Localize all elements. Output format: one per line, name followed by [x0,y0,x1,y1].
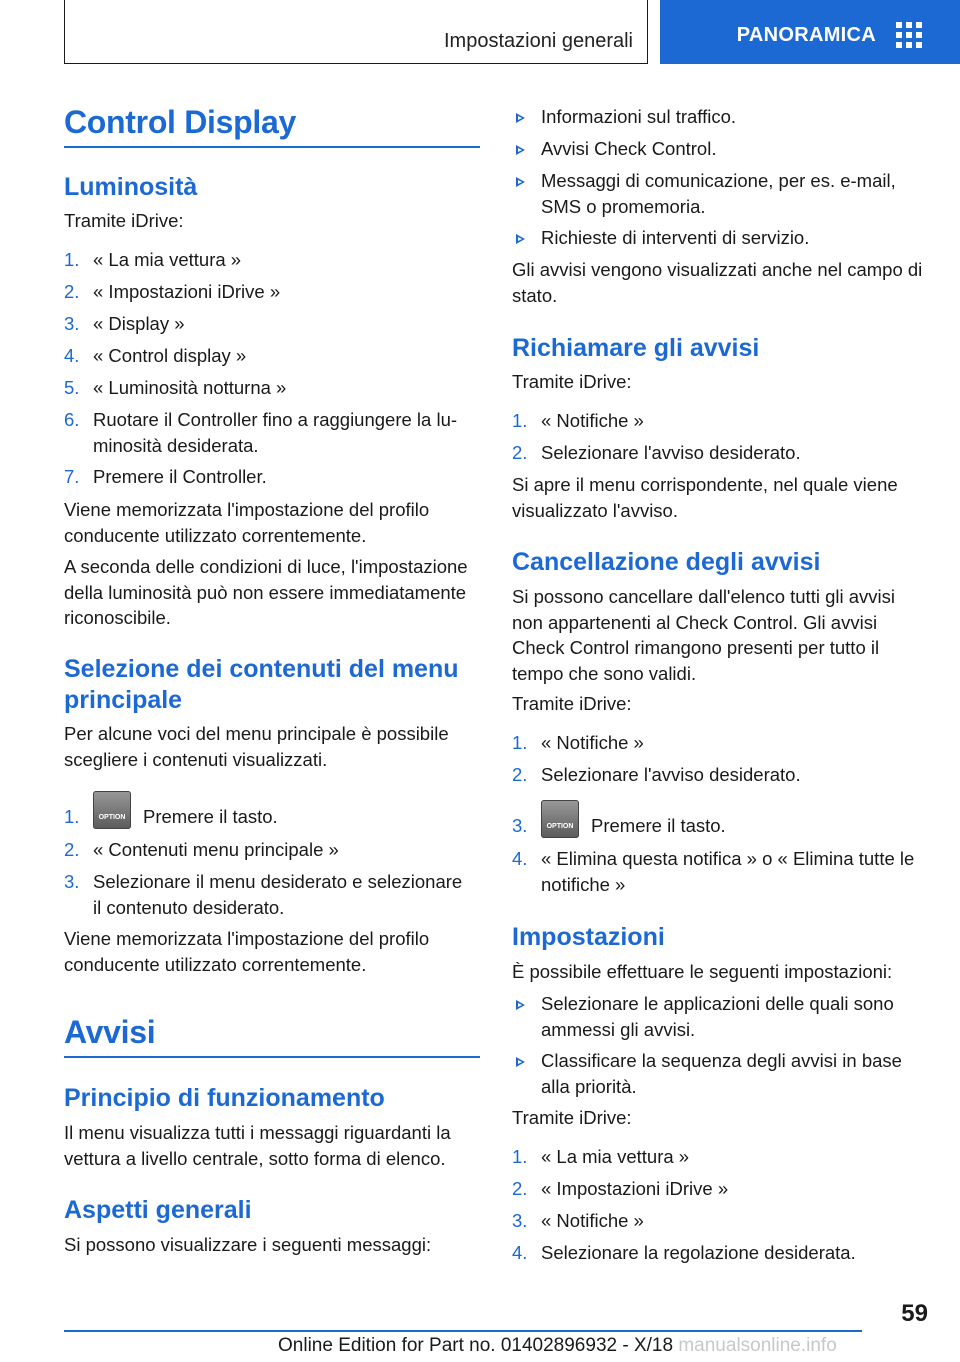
footer-edition: Online Edition for Part no. 01402896932 - X/18 manualsonline.info [278,1335,837,1356]
list-item: 4. Selezionare la regolazione desiderata. [512,1242,856,1263]
paragraph: Si apre il menu corrispondente, nel quale viene visualizzato l'avviso. [512,474,898,521]
list-item: 2. « Impostazioni iDrive » [64,281,281,302]
header-section-title: Impostazioni generali [444,30,633,52]
list-item: 3. OPTION Premere il tasto. [512,813,726,839]
list-item: 2. « Contenuti menu principale » [64,839,339,860]
paragraph: Gli avvisi vengono visualizzati anche nel campo di stato. [512,259,923,306]
list-item: 4. « Control display » [64,345,247,366]
list-item: 7. Premere il Controller. [64,466,267,487]
list-item: 2. Selezionare l'avviso desiderato. [512,442,801,463]
bullet-item: Avvisi Check Control. [512,136,716,162]
list-item: 3. « Display » [64,313,185,334]
list-item: 3. Selezionare il menu desiderato e selezionare il contenuto desiderato. [64,871,463,918]
bullet-item: Selezionare le applicazioni delle quali sono ammessi gli avvisi. [512,991,894,1042]
tramite-idrive: Tramite iDrive: [64,210,184,231]
list-item: 1. « La mia vettura » [512,1146,690,1167]
bullet-item: Messaggi di comunicazione, per es. e-mail, SMS o promemoria. [512,168,896,219]
bullet-item: Classificare la sequenza degli avvisi in base alla priorità. [512,1048,902,1099]
tramite-idrive: Tramite iDrive: [512,693,632,714]
list-item: 4. « Elimina questa notifica » o « Elimina tutte le notifiche » [512,848,915,895]
paragraph: Viene memorizzata l'impostazione del profilo conducente utilizzato correntemente. [64,928,430,975]
bullet-item: Richieste di interventi di servizio. [512,225,809,251]
list-item: 1. « La mia vettura » [64,249,242,270]
heading-principio: Principio di funzionamento [64,1084,385,1112]
option-button-icon: OPTION [93,791,131,829]
grid-icon [896,22,922,48]
list-item: 1. « Notifiche » [512,732,644,753]
overview-nav-button[interactable] [660,0,960,64]
paragraph: A seconda delle condizioni di luce, l'impostazione della luminosità può non essere immediatamente riconoscibile. [64,556,468,628]
paragraph: Viene memorizzata l'impostazione del profilo conducente utilizzato correntemente. [64,499,430,546]
page-number: 59 [901,1300,928,1327]
footer-watermark: manualsonline.info [678,1335,837,1356]
heading-luminosita: Luminosità [64,173,198,201]
paragraph: Si possono cancellare dall'elenco tutti gli avvisi non appartenenti al Check Control. Gli avvisi Check Control rimangono presenti per tutto il tempo che sono validi. [512,586,895,684]
option-button-icon: OPTION [541,800,579,838]
list-item: 2. Selezionare l'avviso desiderato. [512,764,801,785]
heading-cancellazione: Cancellazione degli avvisi [512,548,821,576]
list-item: 6. Ruotare il Controller fino a raggiungere la lu- minosità desiderata. [64,409,458,456]
bullet-item: Informazioni sul traffico. [512,104,736,130]
heading-richiamare: Richiamare gli avvisi [512,334,760,362]
heading-avvisi: Avvisi [64,1014,156,1050]
list-item: 2. « Impostazioni iDrive » [512,1178,729,1199]
heading-aspetti: Aspetti generali [64,1196,252,1224]
tramite-idrive: Tramite iDrive: [512,1107,632,1128]
heading-control-display: Control Display [64,104,296,140]
heading-impostazioni: Impostazioni [512,923,665,951]
paragraph: Per alcune voci del menu principale è possibile scegliere i contenuti visualizzati. [64,723,449,770]
tramite-idrive: Tramite iDrive: [512,371,632,392]
paragraph: Si possono visualizzare i seguenti messaggi: [64,1234,432,1255]
overview-nav-label: PANORAMICA [736,23,876,46]
header-section-box [64,0,648,64]
paragraph: Il menu visualizza tutti i messaggi riguardanti la vettura a livello centrale, sotto forma di elenco. [64,1122,451,1169]
paragraph: È possibile effettuare le seguenti impostazioni: [512,961,893,982]
list-item: 1. « Notifiche » [512,410,644,431]
heading-rule [64,1056,480,1058]
list-item: 1. OPTION Premere il tasto. [64,804,278,830]
footer-rule [64,1330,862,1332]
heading-selezione: Selezione dei contenuti del menu principale [64,655,459,714]
list-item: 3. « Notifiche » [512,1210,644,1231]
list-item: 5. « Luminosità notturna » [64,377,287,398]
heading-rule [64,146,480,148]
